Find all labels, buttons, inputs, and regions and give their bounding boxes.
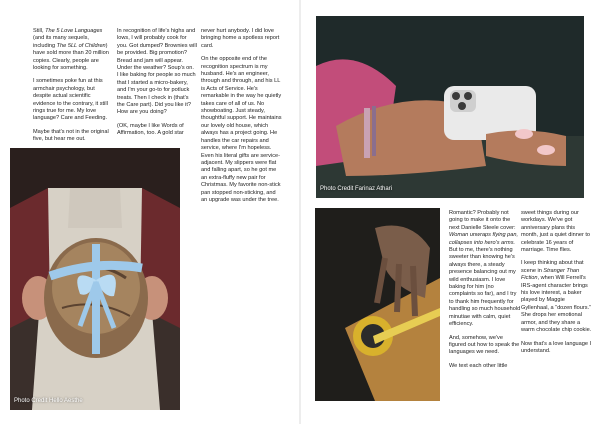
- paragraph: (OK, maybe I like Words of Affirmation, too. A gold star: [117, 122, 184, 137]
- text-column-1: [33, 28, 111, 150]
- text-column-2: [117, 28, 197, 144]
- photo-hands-with-phone: [316, 16, 584, 198]
- paragraph: never hurt anybody. I did love bringing home a spotless report card.: [201, 28, 280, 49]
- text-column-3: [201, 28, 283, 210]
- paragraph: Now that's a love language I understand.: [521, 340, 592, 354]
- paragraph: Romantic? Probably not going to make it onto the next Danielle Steele cover: Woman unwraps flying pan, collapses into hero's arms. But to me, there's nothing sweeter than knowing he's always there, a steady presence balancing out my wild enthusiasm. I love baking for him (no complaints so far), and I try to thank him frequently for handling so much household minutiae with calm, quiet efficiency.: [449, 210, 521, 328]
- photo-credit: Photo Credit Farinaz Athari: [320, 186, 393, 192]
- phone-illustration: [316, 16, 584, 198]
- photo-bread-with-ribbon: [10, 148, 180, 410]
- paragraph: In recognition of life's highs and lows, I will probably cook for you. Got dumped? Brownies will be provided. Big promotion? Bread and jam will appear. Under the weather? Soup's on. I like baking for people so much that I started a micro-bakery, and I'm your go-to for potluck treats. Then I check in (that's the Care part). Did you like it? How are you doing?: [117, 28, 197, 116]
- text-column-5: [521, 210, 593, 361]
- paragraph: Still, The 5 Love Languages (and its many sequels, including The 5LL of Children) have sold more than 20 million copies. Clearly, people are looking for something.: [33, 28, 109, 72]
- paragraph: sweet things during our workdays. We've got anniversary plans this month, just a quiet dinner to celebrate 16 years of marriage. Time flies.: [521, 210, 591, 254]
- paragraph: On the opposite end of the recognition spectrum is my husband. He's an engineer, through and through, and his LL is Acts of Service. He's remarkable in the way he quietly takes care of all of us. No showboating. Just steady, thoughtful support. He maintains our lovely old house, which always has a project going. He handles the car repairs and service, where I'm hopeless. Even his literal gifts are service-adjacent. My slippers were flat and falling apart, so he got me an extra-fluffy new pair for Christmas. My favorite non-stick pan stopped non-sticking, and an upgrade was under the tree.: [201, 56, 282, 203]
- page-gutter: [299, 0, 301, 424]
- paragraph: I keep thinking about that scene in Stranger Than Fiction, when Will Ferrell's IRS-agent character brings his love interest, a baker played by Maggie Gyllenhaal, a “dozen flours.” She drops her emotional armor, and they share a warm chocolate chip cookie.: [521, 260, 592, 334]
- paragraph: And, somehow, we've figured out how to speak the languages we need.: [449, 334, 520, 356]
- tape-measure-illustration: [315, 208, 440, 401]
- paragraph: I sometimes poke fun at this armchair psychology, but despite actual scientific evidence to the contrary, it still rings true for me. My love language? Care and Feeding.: [33, 78, 108, 122]
- photo-tape-measure: [315, 208, 440, 401]
- text-column-4: [449, 210, 521, 376]
- bread-illustration: [10, 148, 180, 410]
- paragraph: Maybe that's not in the original five, but hear me out.: [33, 128, 109, 143]
- photo-credit: Photo Credit Hello Aesthe: [14, 398, 83, 404]
- paragraph: We text each other little: [449, 362, 508, 369]
